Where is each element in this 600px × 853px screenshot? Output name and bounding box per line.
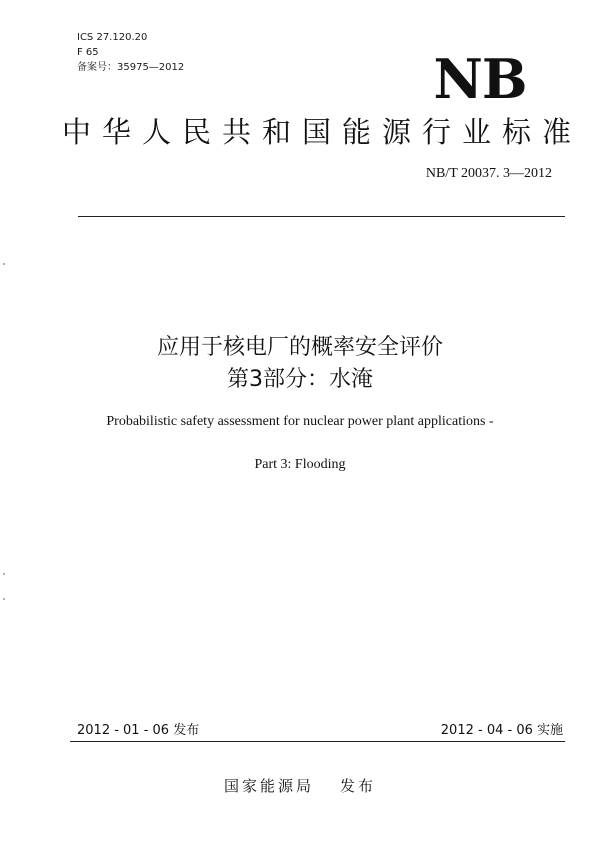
standard-category-title: 中华人民共和国能源行业标准 xyxy=(62,115,583,149)
scan-speck xyxy=(3,263,5,265)
chinese-title-line-1: 应用于核电厂的概率安全评价 xyxy=(156,335,443,360)
footer-divider xyxy=(70,741,565,742)
scan-speck xyxy=(3,573,5,575)
scan-speck xyxy=(3,598,5,600)
nb-logo: NB xyxy=(433,47,527,111)
classification-block xyxy=(77,30,184,75)
english-title: Probabilistic safety assessment for nuclear power plant applications - xyxy=(106,414,494,429)
chinese-title xyxy=(0,333,600,395)
header-divider xyxy=(78,216,565,217)
ics-code: ICS 27.120.20 xyxy=(77,32,148,43)
publisher-name: 国家能源局 xyxy=(223,777,314,795)
publisher-line xyxy=(0,776,600,796)
english-part-title: Part 3: Flooding xyxy=(254,457,346,472)
implementation-date: 2012 - 04 - 06 实施 xyxy=(440,723,563,738)
chinese-title-line-2: 第3部分：水淹 xyxy=(227,367,373,392)
publisher-action: 发布 xyxy=(340,777,377,795)
standard-number: NB/T 20037. 3—2012 xyxy=(425,166,552,181)
ccs-code: F 65 xyxy=(77,47,99,58)
filing-number: 备案号：35975—2012 xyxy=(77,62,185,73)
issue-date: 2012 - 01 - 06 发布 xyxy=(77,723,200,738)
